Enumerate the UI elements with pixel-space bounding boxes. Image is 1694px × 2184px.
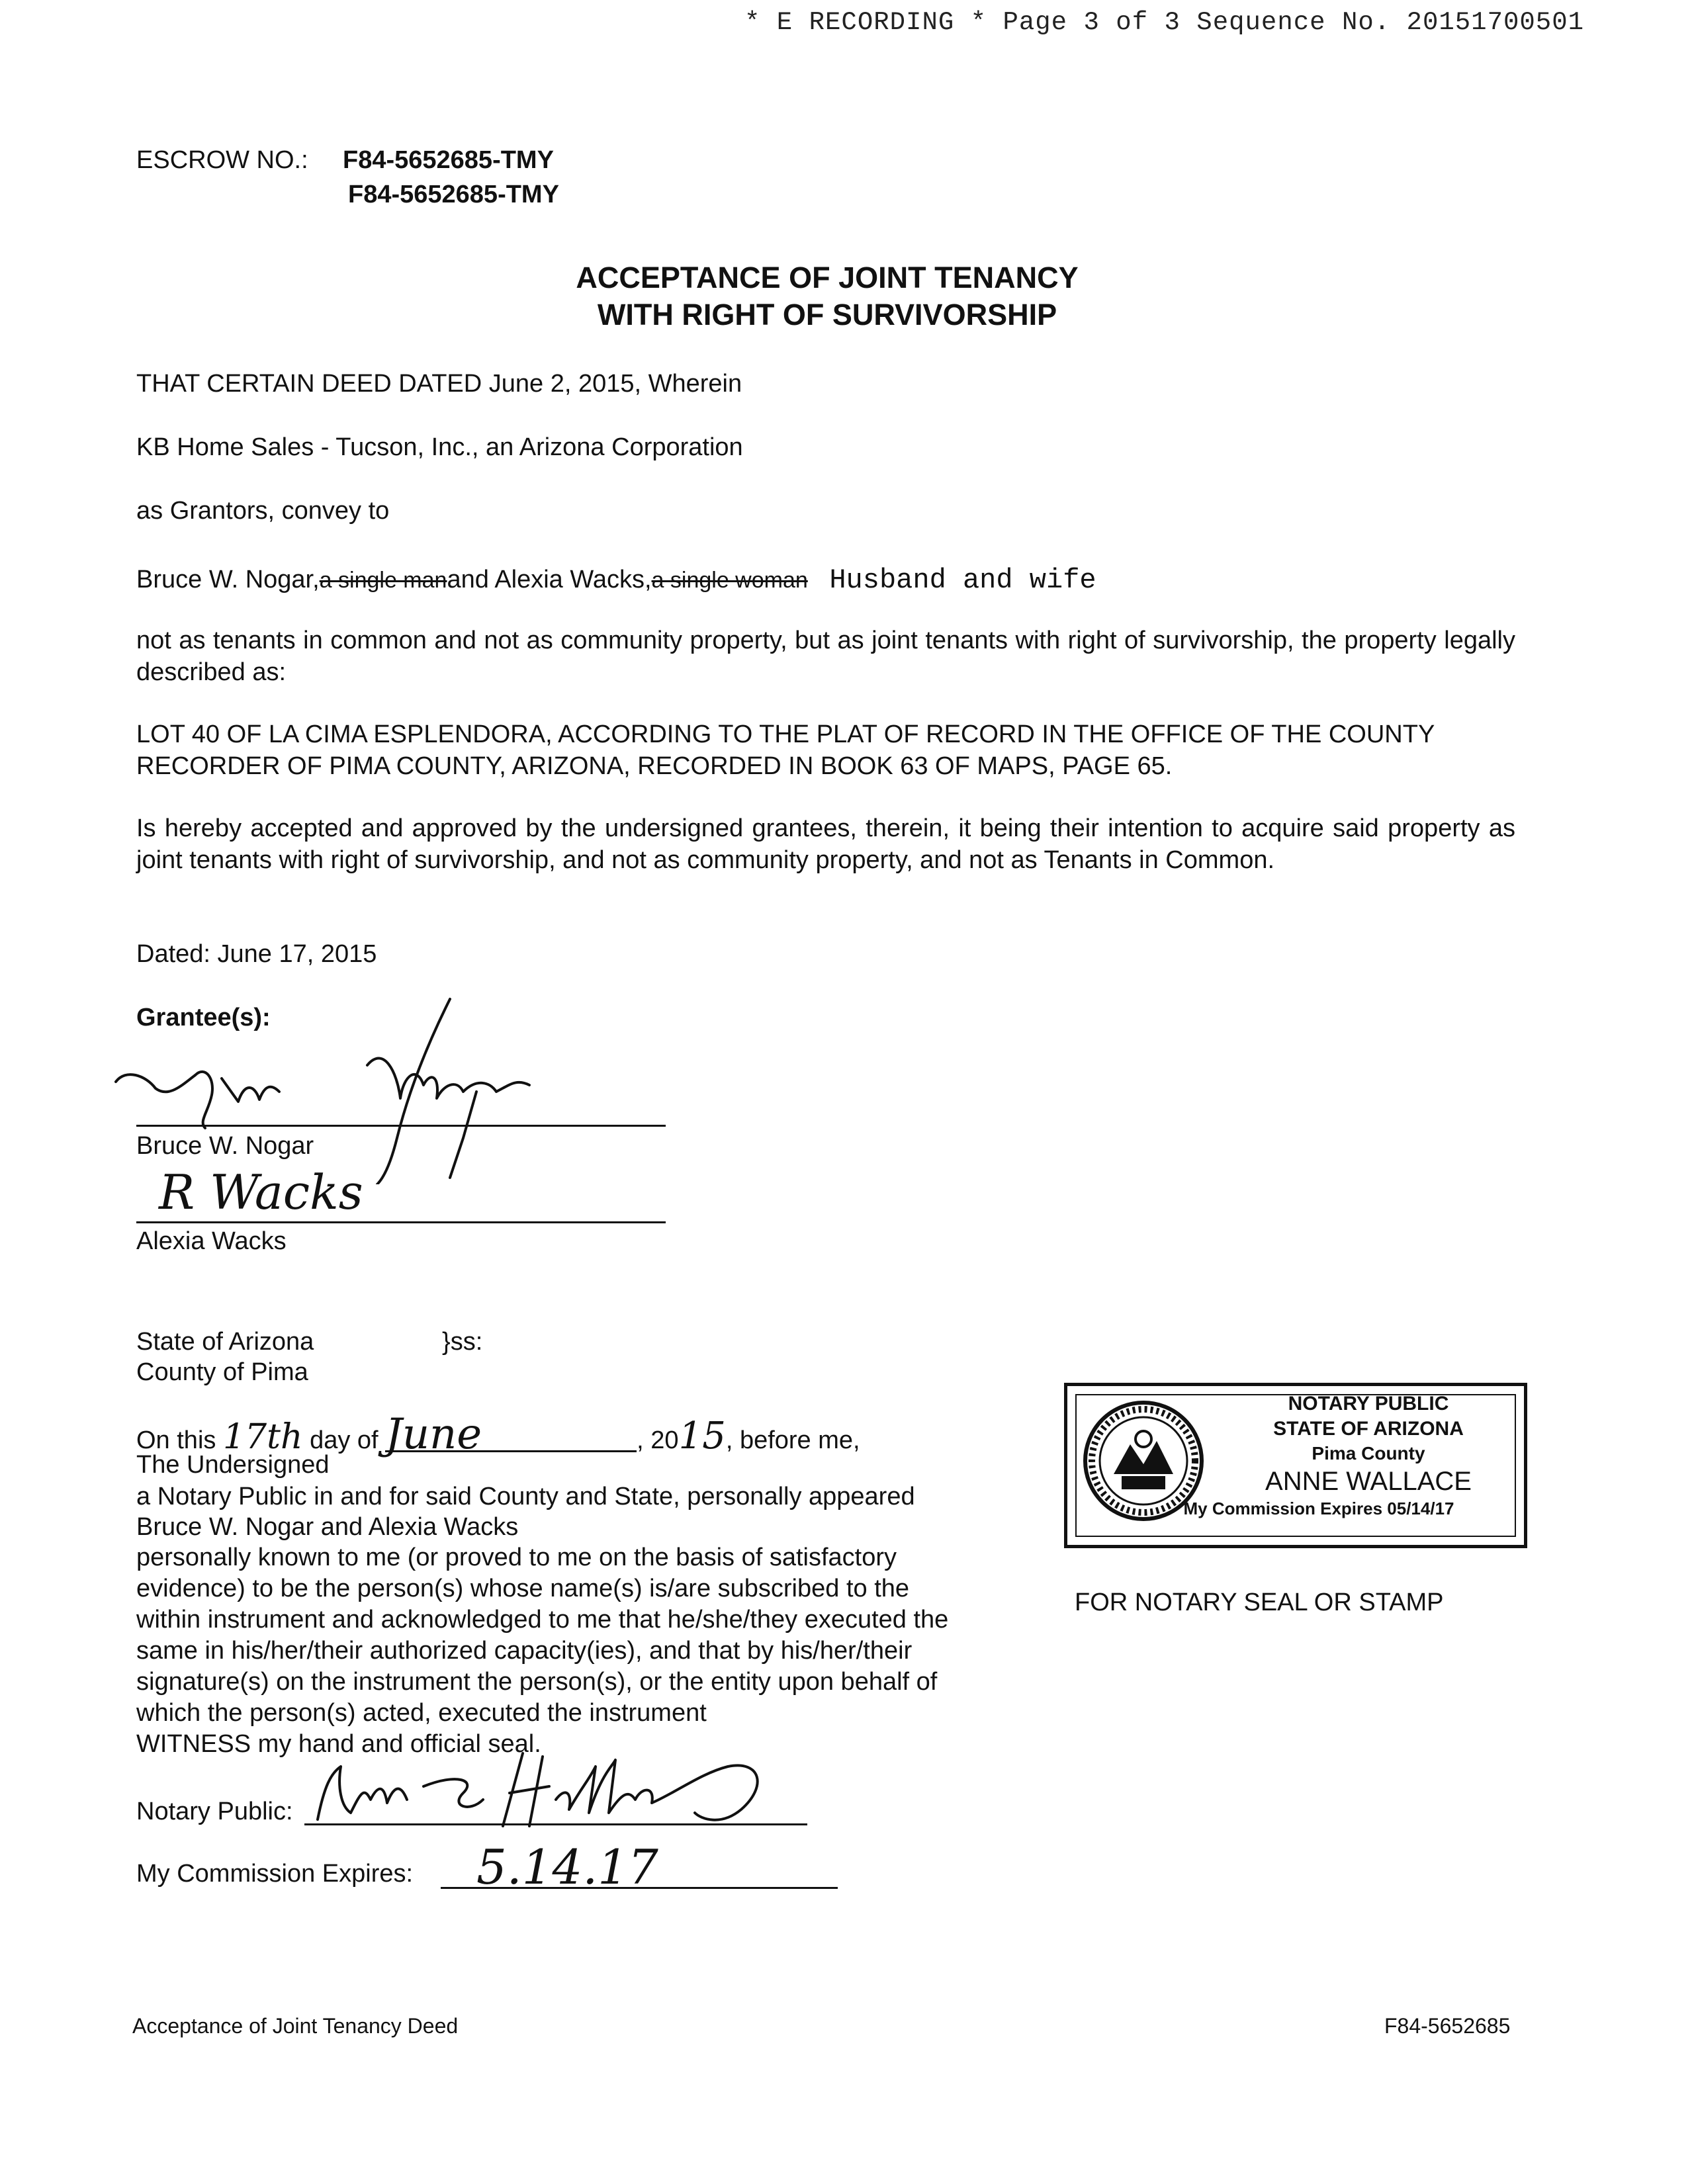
notary-ss: }ss: (442, 1328, 483, 1356)
notary-public-line: a Notary Public in and for said County and State, personally appeared (136, 1483, 915, 1510)
ack-line-1: personally known to me (or proved to me on the basis of satisfactory (136, 1544, 897, 1571)
ack-line-3: within instrument and acknowledged to me that he/she/they executed the (136, 1606, 949, 1634)
before-me-label: , before me, (725, 1426, 860, 1454)
deed-line: THAT CERTAIN DEED DATED June 2, 2015, Wherein (136, 370, 742, 398)
month-handwritten: June (385, 1419, 637, 1452)
day-of-label: day of (310, 1426, 379, 1454)
acceptance-paragraph: Is hereby accepted and approved by the undersigned grantees, therein, it being their intention to acquire said property as joint tenants with right of survivorship, and not as community property, and not as Tenants in Common. (136, 814, 1515, 874)
tenancy-paragraph: not as tenants in common and not as community property, but as joint tenants with right of survivorship, the property legally described as: (136, 627, 1515, 686)
grantee-name-1: Bruce W. Nogar (136, 1132, 314, 1160)
grantee-and: and Alexia Wacks, (447, 566, 652, 593)
escrow-label: ESCROW NO.: (136, 146, 308, 174)
signature-alexia-wacks: R Wacks (159, 1164, 363, 1220)
footer-right: F84-5652685 (1384, 2014, 1511, 2038)
stamp-line-1: NOTARY PUBLIC (1288, 1393, 1449, 1415)
stamp-line-3: Pima County (1312, 1443, 1425, 1463)
struck-text-1: a single man (319, 568, 447, 593)
undersigned-line: The Undersigned (136, 1451, 330, 1479)
signature-notary (304, 1747, 794, 1833)
notary-stamp-text (1183, 1391, 1517, 1520)
day-handwritten: 17th (222, 1417, 303, 1457)
notary-signature-line (304, 1823, 807, 1825)
grantee-line (136, 564, 1096, 596)
notary-public-label: Notary Public: (136, 1798, 293, 1825)
grantee-name-2: Alexia Wacks (136, 1227, 287, 1255)
typed-insert: Husband and wife (829, 564, 1096, 596)
grantor-line: KB Home Sales - Tucson, Inc., an Arizona Corporation (136, 433, 743, 461)
recording-header: * E RECORDING * Page 3 of 3 Sequence No. 20151700501 (744, 8, 1584, 37)
escrow-number-1: F84-5652685-TMY (343, 146, 554, 174)
commission-label: My Commission Expires: (136, 1860, 414, 1888)
grantees-label: Grantee(s): (136, 1004, 271, 1031)
notary-state: State of Arizona (136, 1328, 314, 1356)
signature-line-2 (136, 1221, 666, 1223)
document-title-line1: ACCEPTANCE OF JOINT TENANCY (576, 261, 1079, 294)
notary-county: County of Pima (136, 1358, 308, 1386)
year-prefix: , 20 (637, 1426, 679, 1454)
commission-line (441, 1887, 838, 1889)
convey-line: as Grantors, convey to (136, 497, 390, 525)
signature-line-1 (136, 1125, 666, 1127)
year-handwritten: 15 (678, 1415, 726, 1458)
ack-line-7: WITNESS my hand and official seal. (136, 1730, 541, 1758)
ack-line-4: same in his/her/their authorized capacity(ies), and that by his/her/their (136, 1637, 913, 1665)
dated-line: Dated: June 17, 2015 (136, 940, 377, 968)
stamp-line-2: STATE OF ARIZONA (1273, 1418, 1464, 1440)
stamp-caption: FOR NOTARY SEAL OR STAMP (1075, 1589, 1444, 1616)
appeared-names: Bruce W. Nogar and Alexia Wacks (136, 1513, 519, 1541)
document-title-line2: WITH RIGHT OF SURVIVORSHIP (597, 298, 1057, 331)
ack-line-2: evidence) to be the person(s) whose name(s) is/are subscribed to the (136, 1575, 910, 1602)
stamp-line-4: ANNE WALLACE (1265, 1467, 1472, 1496)
stamp-line-5: My Commission Expires 05/14/17 (1183, 1499, 1454, 1518)
footer-left: Acceptance of Joint Tenancy Deed (132, 2014, 459, 2038)
on-this-label: On this (136, 1426, 216, 1454)
struck-text-2: a single woman (651, 568, 808, 593)
ack-line-5: signature(s) on the instrument the person(s), or the entity upon behalf of (136, 1668, 938, 1696)
legal-description: LOT 40 OF LA CIMA ESPLENDORA, ACCORDING TO THE PLAT OF RECORD IN THE OFFICE OF THE COUNTY RECORDER OF PIMA COUNTY, ARIZONA, RECORDED IN BOOK 63 OF MAPS, PAGE 65. (136, 721, 1435, 780)
ack-line-6: which the person(s) acted, executed the instrument (136, 1699, 707, 1727)
commission-handwritten: 5.14.17 (476, 1839, 658, 1895)
escrow-number-2: F84-5652685-TMY (348, 181, 559, 208)
notary-stamp (1064, 1383, 1527, 1548)
grantee-1: Bruce W. Nogar, (136, 566, 320, 593)
